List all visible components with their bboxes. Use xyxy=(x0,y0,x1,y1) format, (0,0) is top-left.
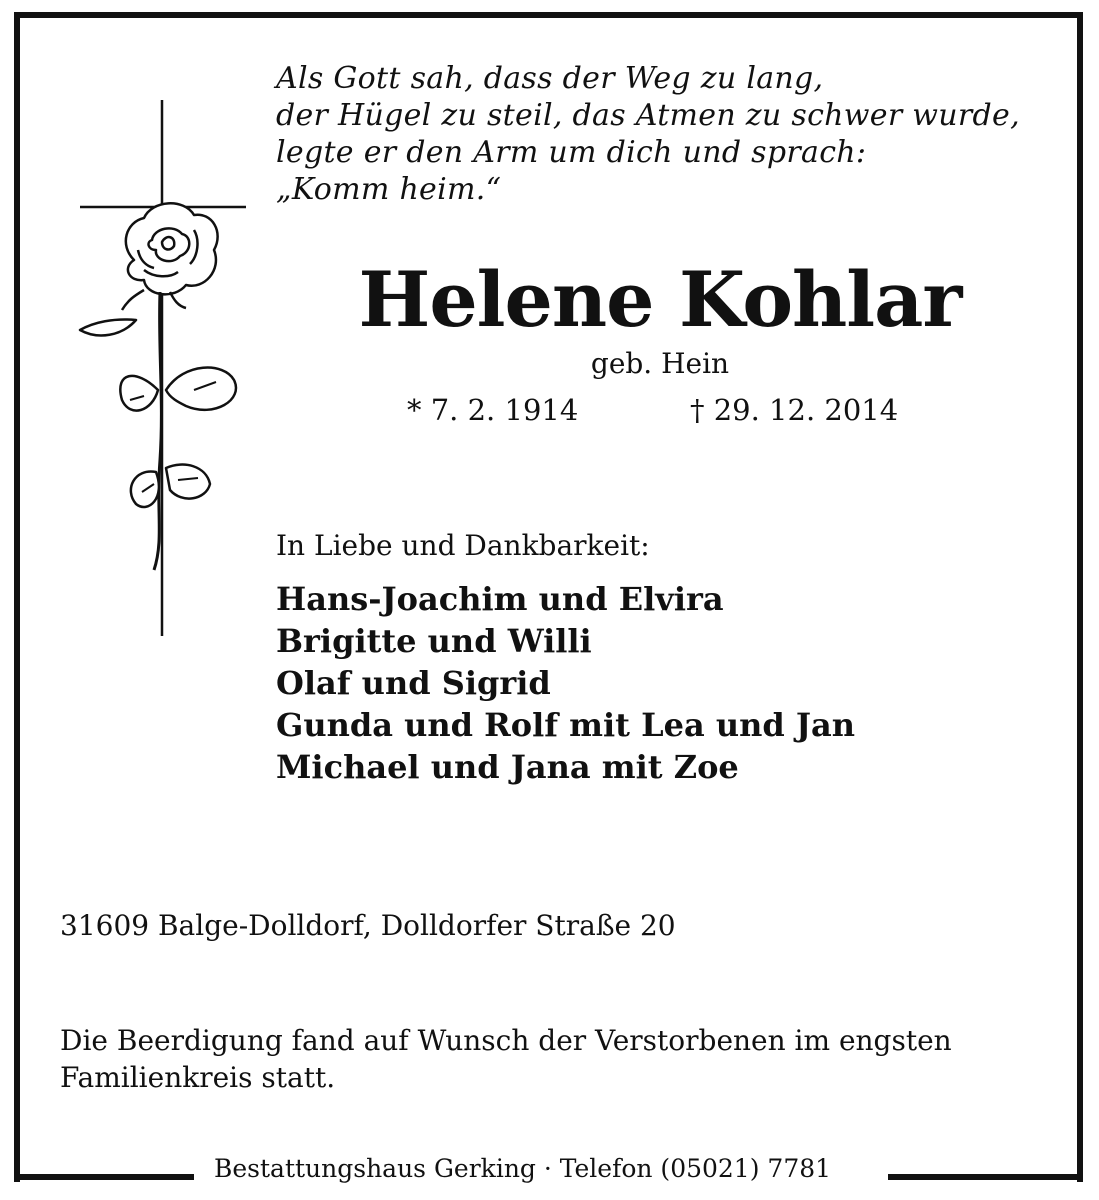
poem-line: der Hügel zu steil, das Atmen zu schwer wurde, xyxy=(276,98,1020,133)
poem xyxy=(276,60,1056,208)
footer-rule-right xyxy=(888,1174,1083,1180)
mourner-name: Brigitte und Willi xyxy=(276,622,592,660)
mourners-list xyxy=(276,578,855,788)
funeral-notice: Die Beerdigung fand auf Wunsch der Verstorbenen im engsten Familienkreis statt. xyxy=(60,1024,952,1094)
mourner-name: Gunda und Rolf mit Lea und Jan xyxy=(276,706,856,744)
address: 31609 Balge-Dolldorf, Dolldorfer Straße 20 xyxy=(60,909,676,942)
birth-date: * 7. 2. 1914 xyxy=(407,393,579,427)
poem-line: Als Gott sah, dass der Weg zu lang, xyxy=(276,61,824,96)
cross-with-rose-icon xyxy=(74,100,254,640)
deceased-name: Helene Kohlar xyxy=(358,255,962,344)
footer-rule-left xyxy=(14,1174,194,1180)
mourner-name: Olaf und Sigrid xyxy=(276,664,551,702)
death-date: † 29. 12. 2014 xyxy=(690,393,899,427)
footer xyxy=(14,1152,1083,1192)
funeral-home-contact: Bestattungshaus Gerking · Telefon (05021) 7781 xyxy=(214,1152,831,1186)
mourner-name: Hans-Joachim und Elvira xyxy=(276,580,724,618)
mourners-intro: In Liebe und Dankbarkeit: xyxy=(276,529,650,562)
mourner-name: Michael und Jana mit Zoe xyxy=(276,748,739,786)
poem-line: „Komm heim.“ xyxy=(276,172,502,207)
poem-line: legte er den Arm um dich und sprach: xyxy=(276,135,867,170)
maiden-name: geb. Hein xyxy=(590,347,730,380)
